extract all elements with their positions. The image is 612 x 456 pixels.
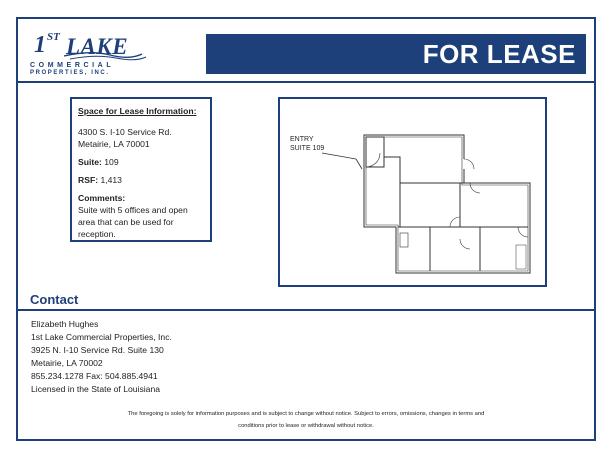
suite-label: Suite: [78, 157, 102, 167]
suite-value: 109 [104, 157, 119, 167]
entry-label-line1: ENTRY [290, 136, 314, 143]
entry-label [290, 135, 324, 153]
contact-license: Licensed in the State of Louisiana [31, 384, 160, 394]
entry-label-line2: SUITE 109 [290, 145, 325, 152]
comments-text: Suite with 5 offices and open area that can be used for reception. [78, 205, 188, 239]
logo-line-properties: PROPERTIES, INC. [30, 70, 110, 76]
lease-info-heading: Space for Lease Information: [78, 106, 197, 116]
comments-label: Comments: [78, 193, 126, 203]
floor-plan-box [278, 97, 547, 287]
disclaimer [26, 408, 586, 432]
lease-info-box [70, 97, 212, 242]
rsf-row [78, 174, 204, 186]
header-divider [16, 81, 596, 83]
company-logo [30, 28, 150, 78]
address-line-1: 4300 S. I-10 Service Rd. [78, 127, 172, 137]
contact-city: Metairie, LA 70002 [31, 358, 103, 368]
rsf-label: RSF: [78, 175, 99, 185]
contact-phones: 855.234.1278 Fax: 504.885.4941 [31, 371, 158, 381]
contact-street: 3925 N. I-10 Service Rd. Suite 130 [31, 345, 164, 355]
disclaimer-line-1: The foregoing is solely for information purposes and is subject to change without notice. Subject to errors, omissions, changes in terms and [127, 411, 485, 417]
logo-wordmark [30, 28, 150, 62]
svg-text:1: 1 [34, 32, 46, 58]
contact-divider [16, 309, 596, 311]
svg-text:LAKE: LAKE [66, 34, 129, 59]
contact-block [31, 318, 172, 396]
contact-company: 1st Lake Commercial Properties, Inc. [31, 332, 172, 342]
logo-line-commercial: COMMERCIAL [30, 62, 115, 69]
contact-heading: Contact [30, 292, 79, 307]
for-lease-banner [206, 34, 586, 74]
property-address [78, 126, 204, 150]
disclaimer-line-2: conditions prior to lease or withdrawal without notice. [238, 423, 374, 429]
floor-plan-drawing [280, 99, 549, 289]
suite-row [78, 156, 204, 168]
svg-text:ST: ST [47, 31, 60, 43]
rsf-value: 1,413 [100, 175, 122, 185]
address-line-2: Metairie, LA 70001 [78, 139, 150, 149]
contact-name: Elizabeth Hughes [31, 319, 99, 329]
comments-block [78, 192, 204, 240]
banner-title: FOR LEASE [422, 38, 576, 69]
